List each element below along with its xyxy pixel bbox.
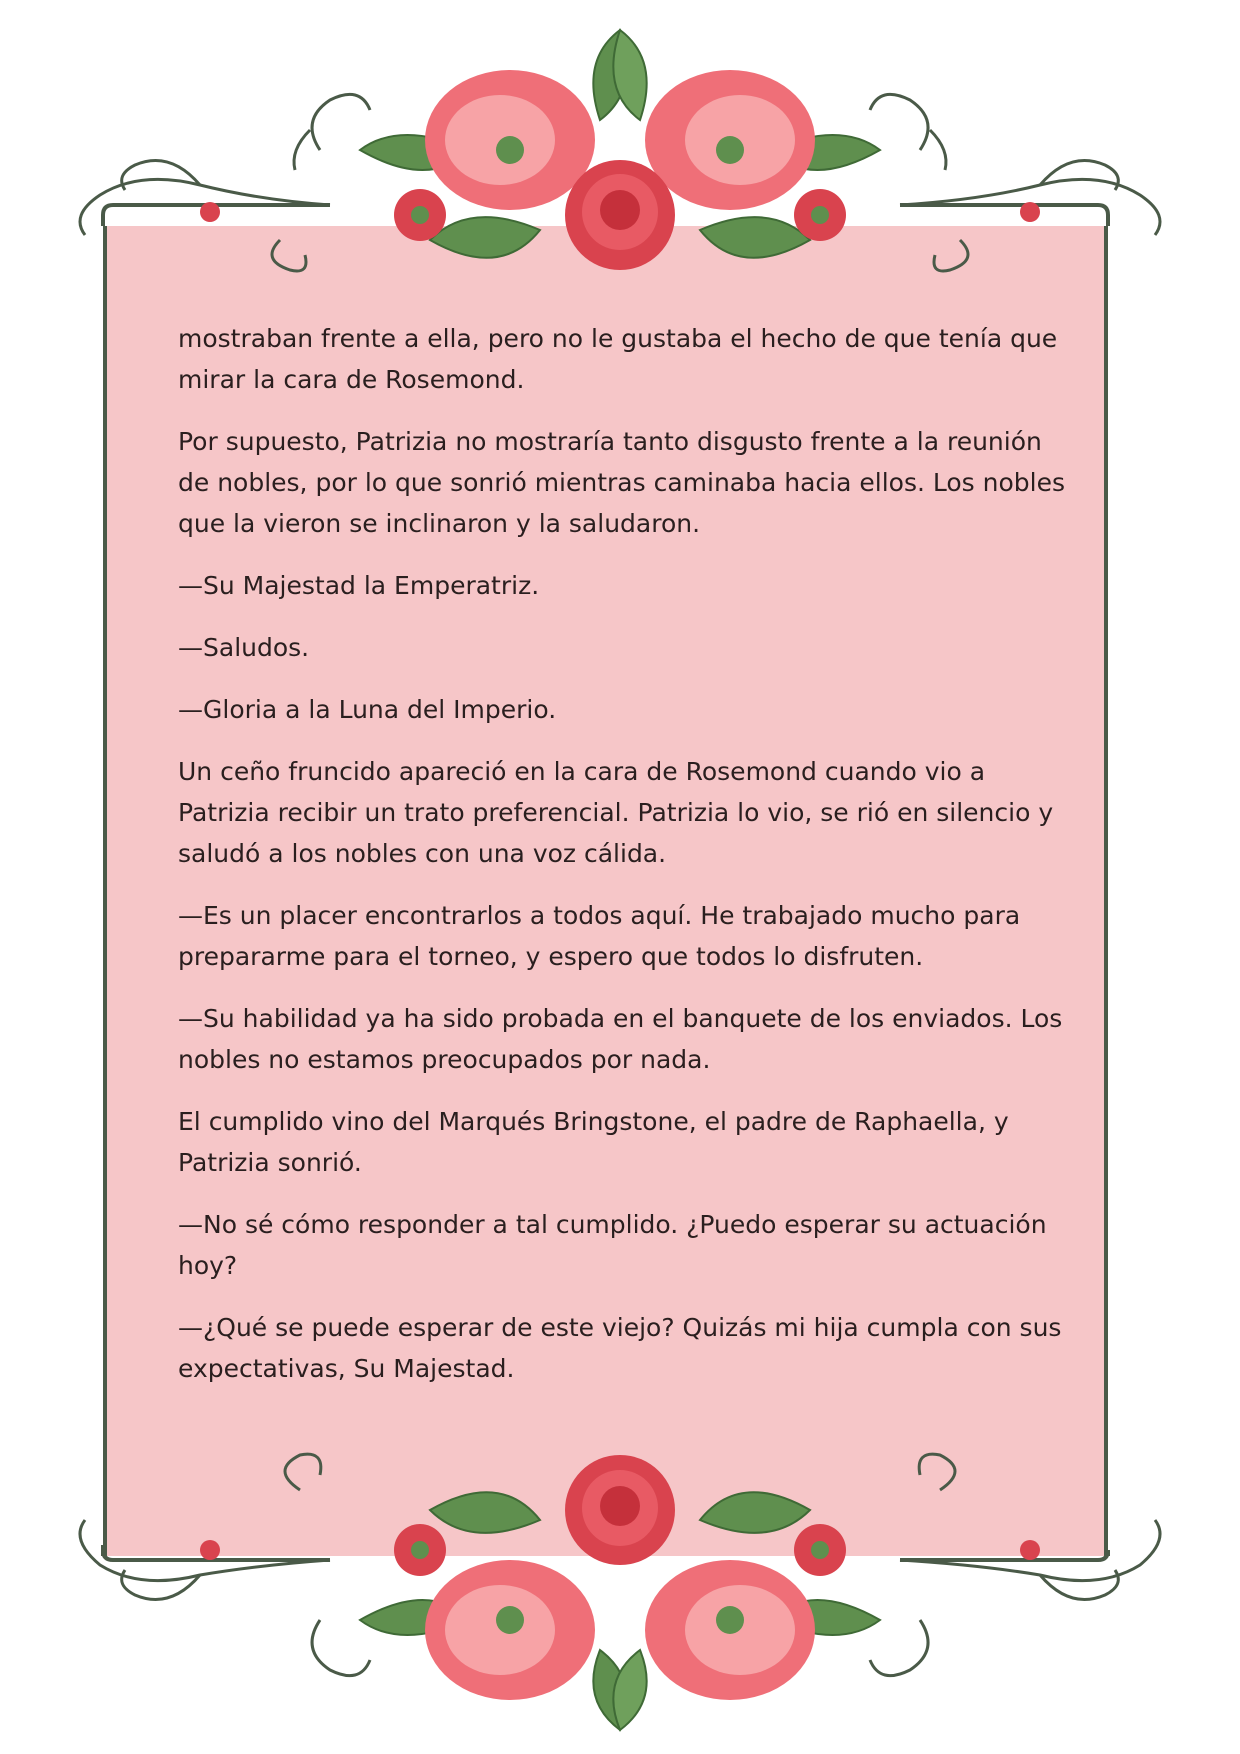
paragraph: Un ceño fruncido apareció en la cara de Rosemond cuando vio a Patrizia recibir un trato preferencial. Patrizia lo vio, se rió en silencio y saludó a los nobles con una voz cálida. <box>178 757 1054 868</box>
paragraph: —Gloria a la Luna del Imperio. <box>178 695 557 724</box>
paragraph: —Saludos. <box>178 633 310 662</box>
paragraph: —No sé cómo responder a tal cumplido. ¿Puedo esperar su actuación hoy? <box>178 1210 1047 1280</box>
bottom-floral-ornament-icon <box>0 1400 1240 1754</box>
top-floral-ornament-icon <box>0 0 1240 330</box>
paragraph: Por supuesto, Patrizia no mostraría tanto disgusto frente a la reunión de nobles, por lo que sonrió mientras caminaba hacia ellos. Los nobles que la vieron se inclinaron y la saludaron. <box>178 427 1065 538</box>
paragraph: mostraban frente a ella, pero no le gustaba el hecho de que tenía que mirar la cara de Rosemond. <box>178 324 1058 394</box>
paragraph: El cumplido vino del Marqués Bringstone, el padre de Raphaella, y Patrizia sonrió. <box>178 1107 1009 1177</box>
paragraph: —¿Qué se puede esperar de este viejo? Quizás mi hija cumpla con sus expectativas, Su Majestad. <box>178 1313 1062 1383</box>
paragraph: —Su habilidad ya ha sido probada en el banquete de los enviados. Los nobles no estamos preocupados por nada. <box>178 1004 1063 1074</box>
paragraph: —Su Majestad la Emperatriz. <box>178 571 540 600</box>
document-text-body <box>178 318 1078 1410</box>
paragraph: —Es un placer encontrarlos a todos aquí. He trabajado mucho para prepararme para el torneo, y espero que todos lo disfruten. <box>178 901 1021 971</box>
